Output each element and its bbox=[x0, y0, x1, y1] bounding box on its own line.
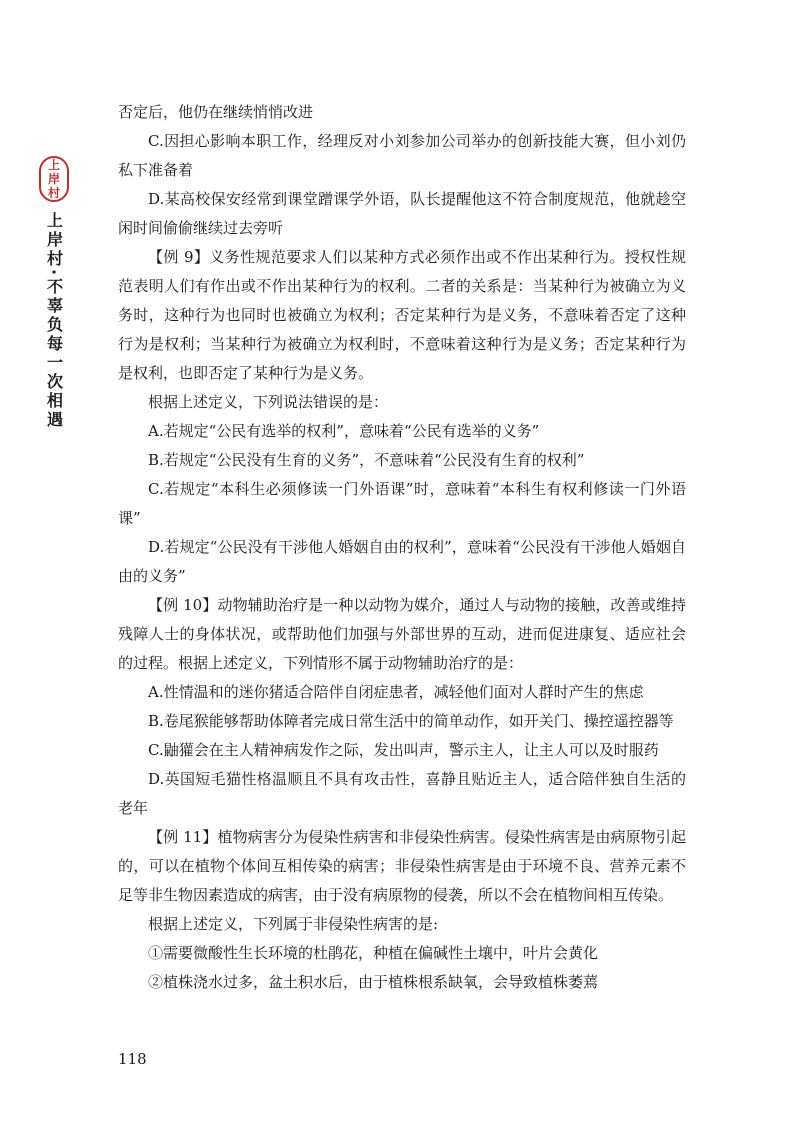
sidebar bbox=[36, 156, 72, 430]
question-prompt: 根据上述定义，下列属于非侵染性病害的是: bbox=[148, 915, 439, 933]
statement-1: ①需要微酸性生长环境的杜鹃花，种植在偏碱性土壤中，叶片会黄化 bbox=[148, 944, 599, 962]
statement-2: ②植株浇水过多，盆土积水后，由于植株根系缺氧，会导致植株萎蔫 bbox=[148, 973, 599, 991]
example-11-stem: 【例 11】植物病害分为侵染性病害和非侵染性病害。侵染性病害是由病原物引起的，可以在植物个体间互相传染的病害；非侵染性病害是由于环境不良、营养元素不足等非生物因素造成的病害，由于没有病原物的侵袭，所以不会在植物间相互传染。 bbox=[118, 828, 686, 904]
option-a: A.若规定“公民有选举的权利”，意味着“公民有选举的义务” bbox=[148, 422, 540, 440]
page-number: 118 bbox=[118, 1050, 147, 1068]
option-c: C.鼬獾会在主人精神病发作之际，发出叫声，警示主人，让主人可以及时服药 bbox=[148, 741, 659, 759]
seal-char: 上 bbox=[47, 158, 60, 172]
example-10-stem: 【例 10】动物辅助治疗是一种以动物为媒介，通过人与动物的接触，改善或维持残障人士的身体状况，或帮助他们加强与外部世界的互动，进而促进康复、适应社会的过程。根据上述定义，下列情形不属于动物辅助治疗的是： bbox=[118, 596, 686, 672]
option-d: D.某高校保安经常到课堂蹭课学外语，队长提醒他这不符合制度规范，他就趁空闲时间偷偷继续过去旁听 bbox=[118, 190, 686, 237]
option-d: D.若规定“公民没有干涉他人婚姻自由的权利”，意味着“公民没有干涉他人婚姻自由的义务” bbox=[118, 538, 686, 585]
option-c: C.因担心影响本职工作，经理反对小刘参加公司举办的创新技能大赛，但小刘仍私下准备着 bbox=[118, 132, 686, 179]
seal-char: 岸 bbox=[47, 172, 60, 186]
example-9-stem: 【例 9】义务性规范要求人们以某种方式必须作出或不作出某种行为。授权性规范表明人们有作出或不作出某种行为的权利。二者的关系是：当某种行为被确立为义务时，这种行为也同时也被确立为权利；否定某种行为是义务，不意味着否定了这种行为是权利；当某种行为被确立为权利时，不意味着这种行为是义务；否定某种行为是权利，也即否定了某种行为是义务。 bbox=[118, 248, 686, 382]
option-b: B.若规定“公民没有生育的义务”，不意味着“公民没有生育的权利” bbox=[148, 451, 585, 469]
paragraph: 否定后，他仍在继续悄悄改进 bbox=[118, 103, 314, 121]
option-d: D.英国短毛猫性格温顺且不具有攻击性，喜静且贴近主人，适合陪伴独自生活的老年 bbox=[118, 770, 686, 817]
question-prompt: 根据上述定义，下列说法错误的是： bbox=[148, 393, 389, 411]
option-a: A.性情温和的迷你猪适合陪伴自闭症患者，减轻他们面对人群时产生的焦虑 bbox=[148, 683, 644, 701]
option-b: B.卷尾猴能够帮助体障者完成日常生活中的简单动作，如开关门、操控遥控器等 bbox=[148, 712, 674, 730]
seal-char: 村 bbox=[47, 186, 60, 200]
seal-logo bbox=[39, 156, 69, 202]
option-c: C.若规定“本科生必须修读一门外语课”时，意味着“本科生有权利修读一门外语课” bbox=[118, 480, 686, 527]
sidebar-slogan: 上岸村·不辜负每一次相遇 bbox=[44, 212, 64, 431]
page-body bbox=[118, 98, 686, 997]
